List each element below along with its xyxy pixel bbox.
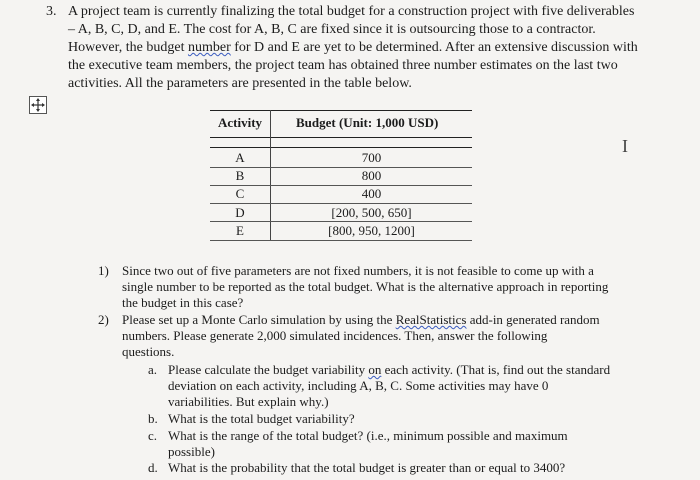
cell-budget: [800, 950, 1200] [328, 223, 415, 238]
text-cursor-icon: I [622, 136, 628, 156]
header-rule [210, 137, 472, 138]
item-2-number: 2) [98, 312, 109, 327]
cell-budget: 700 [361, 150, 382, 165]
cell-activity: A [235, 150, 245, 165]
header-budget: Budget (Unit: 1,000 USD) [296, 115, 439, 130]
question-line-3-a: However, the budget [68, 40, 188, 55]
cell-activity: C [235, 186, 245, 201]
cell-budget: [200, 500, 650] [331, 205, 412, 220]
item-1-line-2: single number to be reported as the total budget. What is the alternative approach in reporting [122, 279, 609, 294]
table-bottom-rule [210, 240, 472, 241]
question-line-3-b: for D and E are yet to be determined. After an extensive discussion with [230, 40, 638, 55]
table-row [210, 167, 472, 185]
table-row [210, 185, 472, 203]
header-activity: Activity [218, 115, 263, 130]
table-row [210, 222, 472, 240]
sub-a-line-3: variabilities. But explain why.) [168, 394, 329, 409]
table-top-rule [210, 110, 472, 111]
question-line-2: – A, B, C, D, and E. The cost for A, B, C are fixed since it is outsourcing those to a contractor. [68, 22, 596, 37]
sub-c-number: c. [148, 428, 158, 443]
sub-b-number: b. [148, 411, 158, 426]
sub-d-number: d. [148, 460, 158, 475]
sub-a-line-1-a: Please calculate the budget variability [168, 362, 369, 377]
sub-c-line-1: What is the range of the total budget? (i.e., minimum possible and maximum [168, 428, 568, 443]
cell-budget: 800 [361, 168, 382, 183]
cell-activity: D [235, 205, 245, 220]
header-rule-double [210, 147, 472, 148]
question-line-1: A project team is currently finalizing the total budget for a construction project with five deliverables [68, 4, 635, 19]
item-2-line-1-a: Please set up a Monte Carlo simulation by using the [122, 312, 396, 327]
cell-budget: 400 [361, 186, 382, 201]
cell-activity: B [235, 168, 245, 183]
spellcheck-word: RealStatistics [395, 312, 467, 327]
table-move-handle-icon[interactable] [29, 96, 47, 114]
question-line-5: activities. All the parameters are presented in the table below. [68, 76, 412, 91]
sub-a-line-2: deviation on each activity, including A, B, C. Some activities may have 0 [168, 378, 549, 393]
sub-a-number: a. [148, 362, 158, 377]
question-line-3 [68, 39, 638, 57]
table-row [210, 204, 472, 222]
item-1-line-3: the budget in this case? [122, 295, 244, 310]
sub-c-line-2: possible) [168, 444, 215, 459]
spellcheck-word: on [368, 362, 382, 377]
item-1-line-1: Since two out of five parameters are not fixed numbers, it is not feasible to come up with a [122, 263, 594, 278]
sub-a-line-1-b: each activity. (That is, find out the standard [381, 362, 611, 377]
item-1-number: 1) [98, 263, 109, 278]
item-2-line-2: numbers. Please generate 2,000 simulated incidences. Then, answer the following [122, 328, 548, 343]
table-row [210, 149, 472, 167]
item-2-line-1 [122, 312, 600, 328]
sub-b-line-1: What is the total budget variability? [168, 411, 355, 426]
sub-a-line-1 [168, 362, 610, 378]
question-number: 3. [46, 4, 57, 19]
item-2-line-1-b: add-in generated random [466, 312, 600, 327]
item-2-line-3: questions. [122, 344, 175, 359]
question-line-4: the executive team members, the project team has obtained three number estimates on the last two [68, 58, 618, 73]
cell-activity: E [236, 223, 244, 238]
spellcheck-word: number [187, 40, 231, 55]
sub-d-line-1: What is the probability that the total budget is greater than or equal to 3400? [168, 460, 566, 475]
